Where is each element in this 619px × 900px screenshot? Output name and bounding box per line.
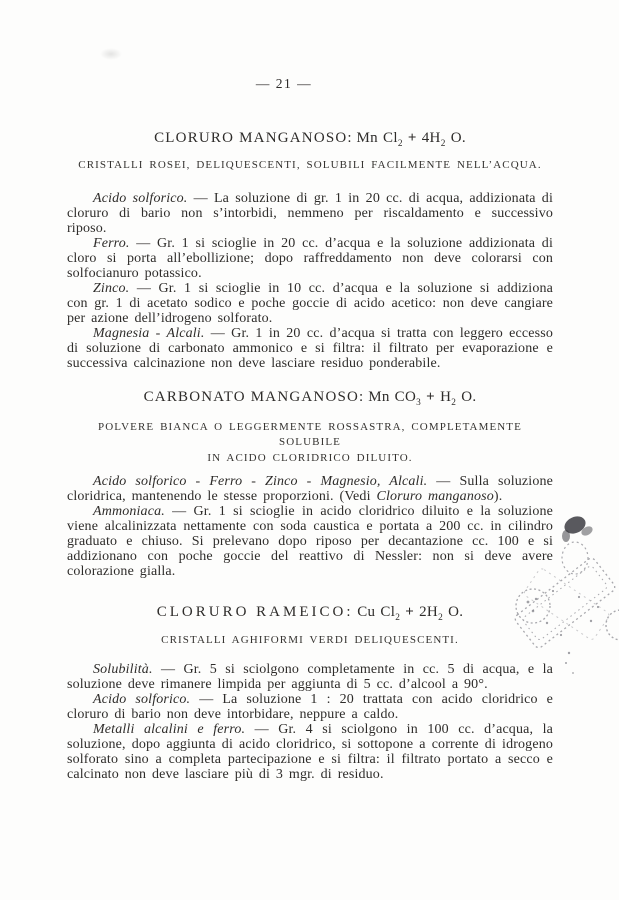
subtitle-line: POLVERE BIANCA O LEGGERMENTE ROSSASTRA, COMPLETAMENTE SOLUBILE xyxy=(98,420,522,448)
section-body xyxy=(67,662,553,782)
section-title xyxy=(67,604,553,623)
section-body xyxy=(67,191,553,371)
compound-name: CLORURO RAMEICO: xyxy=(156,604,354,620)
subtitle-line: CRISTALLI ROSEI, DELIQUESCENTI, SOLUBILI FACILMENTE NELL’ACQUA. xyxy=(78,159,542,171)
paragraph: Zinco. — Gr. 1 si scioglie in 10 cc. d’acqua e la soluzione si addiziona con gr. 1 di acetato sodico e poche goccie di acido acetico: non deve cangiare per azione dell’idrogeno solforato. xyxy=(67,280,553,326)
section-title xyxy=(67,389,553,408)
paragraph: Solubilità. — Gr. 5 si sciolgono completamente in cc. 5 di acqua, e la soluzione deve rimanere limpida per aggiunta di 5 cc. d’alcool a 90°. xyxy=(67,661,553,692)
chemical-formula: Mn $Cl_2 + 4H_2$ O. xyxy=(356,130,466,149)
plus-sign: + xyxy=(426,388,435,405)
section-subtitle xyxy=(67,633,553,649)
compound-name: CARBONATO MANGANOSO: xyxy=(143,388,365,405)
section-body xyxy=(67,474,553,579)
section-cloruro-manganoso xyxy=(67,130,553,371)
paragraph-lead-italic: Ferro. xyxy=(93,235,130,251)
paragraph-lead-italic: Solubilità. xyxy=(93,661,153,677)
paragraph: Acido solforico. — La soluzione 1 : 20 trattata con acido cloridrico e cloruro di bario non deve intorbidare, neppure a caldo. xyxy=(67,691,553,722)
paragraph: Ferro. — Gr. 1 si scioglie in 20 cc. d’acqua e la soluzione addizionata di cloro si porta all’ebollizione; dopo raffreddamento non deve colorarsi con solfocianuro potassico. xyxy=(67,235,553,281)
plus-sign: + xyxy=(405,604,415,620)
page-content xyxy=(67,0,553,782)
paragraph-lead-italic: Acido solforico - Ferro - Zinco - Magnesio, Alcali. xyxy=(93,474,428,489)
paragraph: Ammoniaca. — Gr. 1 si scioglie in acido cloridrico diluito e la soluzione viene alcalinizzata nettamente con soda caustica e portata a 200 cc. in cilindro graduato e chiuso. Si prelevano dopo riposo per decantazione cc. 100 e si addizionano con poche goccie del reattivo di Nessler: non si deve avere colorazione gialla. xyxy=(67,504,553,579)
section-title xyxy=(67,130,553,149)
paragraph-lead-italic: Zinco. xyxy=(93,280,130,296)
paragraph: Acido solforico. — La soluzione di gr. 1 in 20 cc. di acqua, addizionata di cloruro di bario non s’intorbidi, nemmeno per riscaldamento e successivo riposo. xyxy=(67,190,553,236)
section-subtitle xyxy=(67,158,553,174)
paragraph-lead-italic: Acido solforico. xyxy=(93,691,191,707)
paragraph-lead-italic: Magnesia - Alcali. xyxy=(93,325,205,341)
chemical-formula: Mn $CO_3 + H_2$ O. xyxy=(368,388,477,408)
subtitle-line: CRISTALLI AGHIFORMI VERDI DELIQUESCENTI. xyxy=(161,634,459,646)
paragraph: Metalli alcalini e ferro. — Gr. 4 si sciolgono in 100 cc. d’acqua, la soluzione, dopo aggiunta di acido cloridrico, si sottopone a corrente di idrogeno solforato sino a completa partecipazione e si filtra: il filtrato portato a secco e calcinato non deve lasciare più di 3 mgr. di residuo. xyxy=(67,721,553,782)
subtitle-line: IN ACIDO CLORIDRICO DILUITO. xyxy=(207,451,413,464)
compound-name: CLORURO MANGANOSO: xyxy=(154,130,353,146)
paragraph-lead-italic: Acido solforico. xyxy=(93,190,188,206)
section-carbonato-manganoso xyxy=(67,389,553,580)
paragraph-lead-italic: Ammoniaca. xyxy=(93,504,165,519)
chemical-formula: Cu $Cl_2 + 2H_2$ O. xyxy=(357,604,464,623)
section-subtitle xyxy=(67,420,553,467)
section-cloruro-rameico xyxy=(67,604,553,782)
paragraph: Magnesia - Alcali. — Gr. 1 in 20 cc. d’acqua si tratta con leggero eccesso di soluzione di carbonato ammonico e si filtra: il filtrato per evaporazione e successiva calcinazione non deve lasciare residuo ponderabile. xyxy=(67,325,553,371)
paragraph: Acido solforico - Ferro - Zinco - Magnesio, Alcali. — Sulla soluzione cloridrica, mantenendo le stesse proporzioni. (Vedi Cloruro manganoso). xyxy=(67,474,553,504)
ink-stamp-icon xyxy=(503,503,619,678)
paragraph-lead-italic: Cloruro manganoso xyxy=(376,489,494,504)
paragraph-lead-italic: Metalli alcalini e ferro. xyxy=(93,721,246,737)
page-number: — 21 — xyxy=(255,76,313,91)
plus-sign: + xyxy=(407,130,417,146)
